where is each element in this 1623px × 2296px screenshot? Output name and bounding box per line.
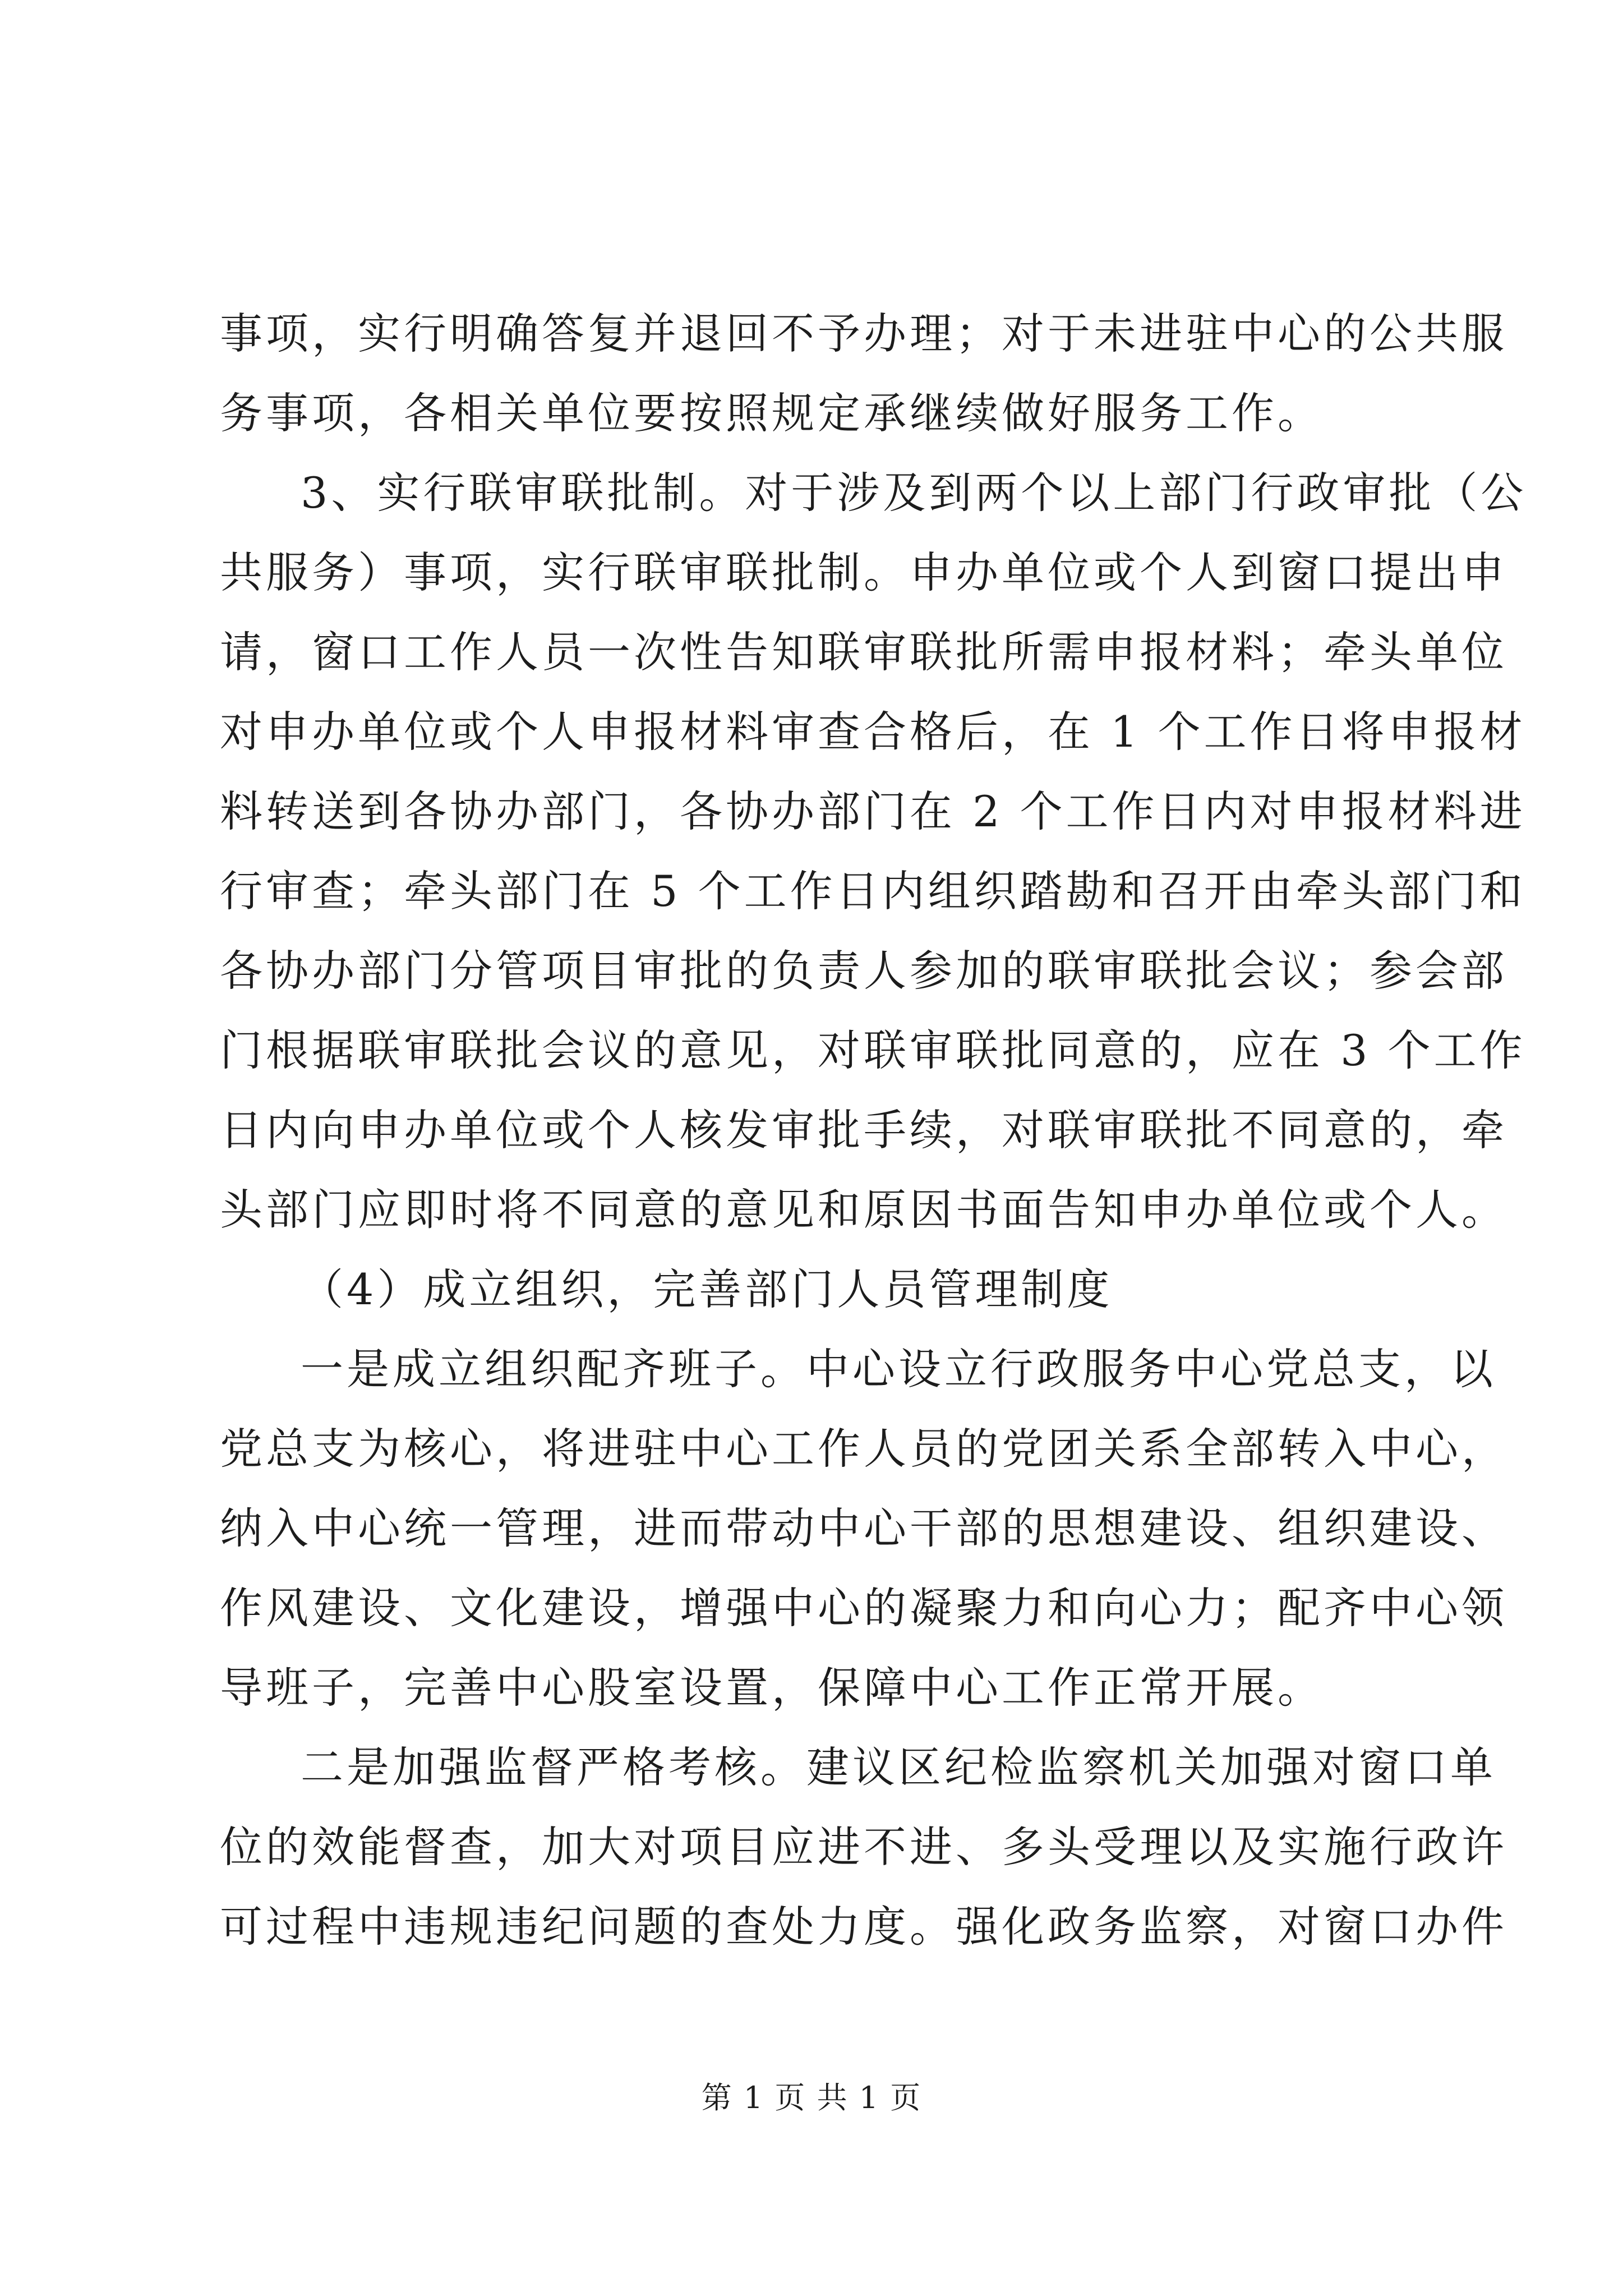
- text-line-3: 3、实行联审联批制。对于涉及到两个以上部门行政审批（公: [301, 468, 1527, 518]
- text-line-15: 党总支为核心，将进驻中心工作人员的党团关系全部转入中心，: [220, 1424, 1507, 1474]
- text-line-11: 日内向申办单位或个人核发审批手续，对联审联批不同意的，牵: [220, 1105, 1507, 1155]
- text-line-6: 对申办单位或个人申报材料审查合格后，在 1 个工作日将申报材: [220, 707, 1526, 757]
- text-line-14: 一是成立组织配齐班子。中心设立行政服务中心党总支，以: [301, 1344, 1496, 1394]
- text-line-16: 纳入中心统一管理，进而带动中心干部的思想建设、组织建设、: [220, 1503, 1507, 1553]
- text-line-19: 二是加强监督严格考核。建议区纪检监察机关加强对窗口单: [301, 1742, 1496, 1792]
- text-line-1: 事项，实行明确答复并退回不予办理；对于未进驻中心的公共服: [220, 309, 1507, 358]
- text-line-9: 各协办部门分管项目审批的负责人参加的联审联批会议；参会部: [220, 946, 1507, 996]
- text-line-5: 请，窗口工作人员一次性告知联审联批所需申报材料；牵头单位: [220, 627, 1507, 677]
- text-line-4: 共服务）事项，实行联审联批制。申办单位或个人到窗口提出申: [220, 547, 1507, 597]
- page-footer: 第 1 页 共 1 页: [701, 2080, 922, 2115]
- text-line-2: 务事项，各相关单位要按照规定承继续做好服务工作。: [220, 388, 1324, 438]
- text-line-12: 头部门应即时将不同意的意见和原因书面告知申办单位或个人。: [220, 1185, 1507, 1235]
- section-heading: （4）成立组织，完善部门人员管理制度: [301, 1264, 1113, 1314]
- text-line-8: 行审查；牵头部门在 5 个工作日内组织踏勘和召开由牵头部门和: [220, 866, 1526, 916]
- text-line-7: 料转送到各协办部门，各协办部门在 2 个工作日内对申报材料进: [220, 786, 1526, 836]
- text-line-21: 可过程中违规违纪问题的查处力度。强化政务监察，对窗口办件: [220, 1902, 1507, 1952]
- text-line-10: 门根据联审联批会议的意见，对联审联批同意的，应在 3 个工作: [220, 1025, 1526, 1075]
- text-line-18: 导班子，完善中心股室设置，保障中心工作正常开展。: [220, 1663, 1324, 1713]
- text-line-17: 作风建设、文化建设，增强中心的凝聚力和向心力；配齐中心领: [220, 1583, 1507, 1633]
- text-line-20: 位的效能督查，加大对项目应进不进、多头受理以及实施行政许: [220, 1822, 1507, 1872]
